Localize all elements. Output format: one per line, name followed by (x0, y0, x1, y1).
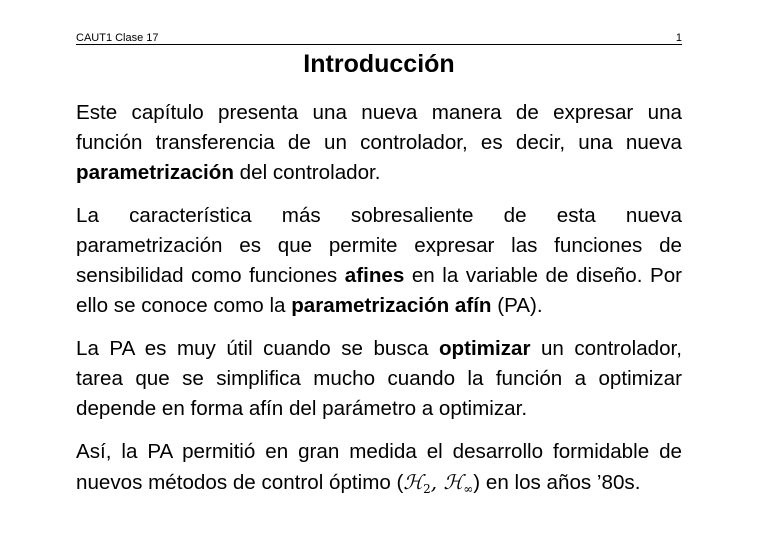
emphasis-term: parametrización afín (291, 294, 492, 317)
math-separator: , (430, 470, 444, 494)
paragraph-intro (76, 98, 682, 188)
paragraph-text: en la variable de diseño. Por ello se conoce como la (76, 264, 683, 317)
emphasis-term: optimizar (438, 337, 531, 360)
paragraph-text: (PA). (491, 294, 543, 317)
paragraph-text: ) en los años ’80s. (473, 471, 641, 494)
paragraph-text: La PA es muy útil cuando se busca (76, 337, 439, 360)
math-symbol: ℋ (403, 470, 424, 494)
page-number: 1 (675, 32, 682, 44)
emphasis-term: parametrización (76, 161, 234, 184)
paragraph-optimize (76, 334, 682, 424)
slide-header (76, 31, 682, 45)
course-label: CAUT1 Clase 17 (76, 32, 159, 44)
paragraph-text: Este capítulo presenta una nueva manera de expresar una función transferencia de un controlador, es decir, una nueva (76, 101, 682, 154)
math-symbol: ℋ (443, 470, 464, 494)
paragraph-text: un controlador, tarea que se simplifica mucho cuando la función a optimizar depende en forma afín del parámetro a optimizar. (76, 337, 682, 420)
math-subscript: 2 (423, 482, 431, 496)
math-subscript: ∞ (463, 482, 474, 496)
emphasis-term: afines (344, 264, 405, 287)
header-divider (76, 44, 682, 45)
paragraph-text: La característica más sobresaliente de esta nueva parametrización es que permite expresar las funciones de sensibilidad como funciones (76, 204, 682, 287)
paragraph-text: Así, la PA permitió en gran medida el desarrollo formidable de nuevos métodos de control óptimo ( (76, 440, 682, 494)
paragraph-history (76, 437, 682, 498)
slide-body (76, 98, 682, 511)
math-h2-hinf (403, 470, 473, 494)
paragraph-affine (76, 201, 682, 321)
paragraph-text: del controlador. (233, 161, 381, 184)
slide-title: Introducción (303, 50, 455, 78)
